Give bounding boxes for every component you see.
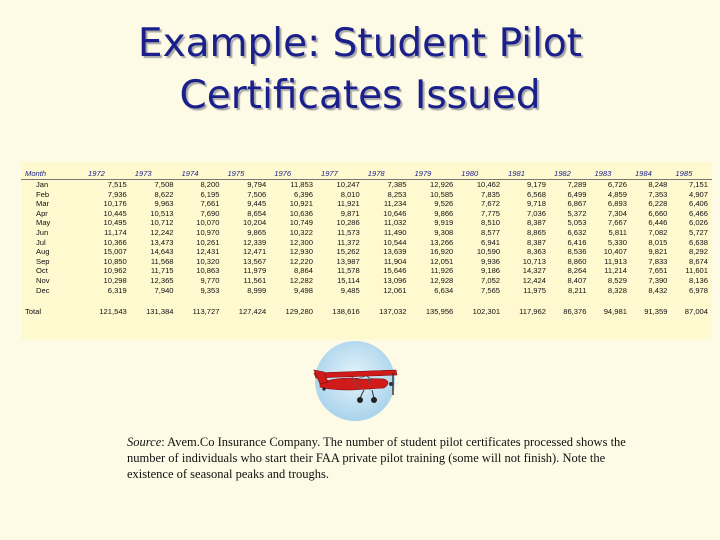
total-cell: 117,962 — [519, 307, 546, 317]
value-cell: 10,513 — [150, 208, 174, 218]
value-cell: 12,282 — [289, 275, 313, 285]
value-cell: 12,220 — [289, 256, 313, 266]
month-cell: Dec — [36, 285, 50, 295]
value-cell: 9,919 — [434, 218, 454, 228]
value-cell: 8,864 — [293, 266, 313, 276]
value-cell: 8,999 — [247, 285, 267, 295]
value-cell: 8,200 — [200, 180, 220, 189]
title-line-2: Certificates Issued — [179, 73, 541, 118]
value-cell: 11,926 — [430, 266, 454, 276]
value-cell: 14,643 — [150, 247, 174, 257]
column-header-year: 1985 — [671, 168, 712, 180]
value-cell: 8,577 — [481, 227, 501, 237]
value-cell: 10,749 — [289, 218, 313, 228]
month-cell: Oct — [36, 266, 48, 276]
value-cell: 8,328 — [607, 285, 627, 295]
month-cell: Nov — [36, 275, 50, 285]
value-cell: 7,565 — [481, 285, 501, 295]
column-header-year: 1980 — [457, 168, 504, 180]
value-cell: 4,859 — [607, 189, 627, 199]
value-cell: 7,082 — [648, 227, 668, 237]
month-cell: Sep — [36, 256, 50, 266]
value-cell: 5,053 — [567, 218, 587, 228]
value-cell: 9,963 — [154, 199, 174, 209]
value-cell: 11,853 — [290, 180, 313, 189]
total-cell: 102,301 — [472, 307, 501, 317]
total-cell: 138,616 — [332, 307, 360, 317]
value-cell: 7,052 — [481, 275, 501, 285]
value-cell: 6,396 — [293, 189, 313, 199]
value-cell: 11,975 — [523, 285, 546, 295]
column-header-year: 1982 — [550, 168, 590, 180]
value-cell: 9,770 — [200, 275, 220, 285]
value-cell: 6,978 — [688, 285, 708, 295]
value-cell: 6,638 — [688, 237, 708, 247]
title-line-1: Example: Student Pilot — [137, 21, 583, 66]
value-cell: 12,300 — [289, 237, 313, 247]
value-cell: 10,261 — [196, 237, 220, 247]
value-cell: 16,920 — [430, 247, 454, 257]
value-cell: 8,536 — [567, 247, 587, 257]
value-cell: 8,363 — [526, 247, 546, 257]
value-cell: 6,466 — [688, 208, 708, 218]
value-cell: 7,385 — [387, 180, 407, 189]
value-cell: 6,867 — [567, 199, 587, 209]
value-cell: 10,298 — [103, 275, 127, 285]
month-cell: Jun — [36, 227, 49, 237]
total-cell: 131,384 — [146, 307, 174, 317]
value-cell: 8,010 — [340, 189, 360, 199]
value-cell: 6,416 — [567, 237, 587, 247]
value-cell: 7,289 — [567, 180, 587, 189]
value-cell: 12,061 — [383, 285, 407, 295]
total-cell: 91,359 — [644, 307, 668, 317]
value-cell: 6,634 — [434, 285, 454, 295]
value-cell: 8,264 — [567, 266, 587, 276]
value-cell: 7,506 — [247, 189, 267, 199]
month-cell: Jan — [36, 180, 49, 189]
total-cell: 127,424 — [238, 307, 267, 317]
value-cell: 13,266 — [430, 237, 454, 247]
value-cell: 8,248 — [648, 180, 668, 189]
value-cell: 13,987 — [336, 256, 360, 266]
column-header-year: 1974 — [178, 168, 224, 180]
value-cell: 5,372 — [567, 208, 587, 218]
value-cell: 9,866 — [434, 208, 454, 218]
value-cell: 10,320 — [196, 256, 220, 266]
total-cell: 137,032 — [379, 307, 407, 317]
value-cell: 6,446 — [648, 218, 668, 228]
value-cell: 12,051 — [430, 256, 454, 266]
value-cell: 8,387 — [526, 237, 546, 247]
value-cell: 8,387 — [526, 218, 546, 228]
value-cell: 11,979 — [243, 266, 267, 276]
value-cell: 11,234 — [383, 199, 407, 209]
value-cell: 8,015 — [648, 237, 668, 247]
month-cell: Feb — [36, 189, 50, 199]
value-cell: 6,941 — [481, 237, 501, 247]
value-cell: 10,544 — [383, 237, 407, 247]
caption-text: : Avem.Co Insurance Company. The number of student pilot certificates processed shows the number of individuals who start their FAA private pilot training (some will not finish). Note the existence of seasonal peaks and troughs. — [127, 435, 626, 481]
value-cell: 7,775 — [481, 208, 501, 218]
value-cell: 8,654 — [247, 208, 267, 218]
column-header-month: Month — [21, 168, 84, 180]
value-cell: 10,863 — [196, 266, 220, 276]
value-cell: 10,713 — [522, 256, 546, 266]
value-cell: 9,794 — [247, 180, 267, 189]
value-cell: 6,228 — [648, 199, 668, 209]
value-cell: 8,865 — [526, 227, 546, 237]
value-cell: 6,195 — [200, 189, 220, 199]
column-header-year: 1983 — [590, 168, 630, 180]
month-cell: Apr — [36, 208, 48, 218]
total-cell: 113,727 — [192, 307, 220, 317]
value-cell: 10,636 — [289, 208, 313, 218]
value-cell: 8,529 — [607, 275, 627, 285]
value-cell: 12,926 — [430, 180, 454, 189]
spacer-row — [21, 295, 712, 307]
month-cell: Jul — [36, 237, 46, 247]
airplane-illustration — [300, 340, 410, 422]
value-cell: 6,660 — [648, 208, 668, 218]
table-row — [21, 286, 712, 296]
value-cell: 10,712 — [150, 218, 174, 228]
value-cell: 11,921 — [337, 199, 360, 209]
value-cell: 5,330 — [607, 237, 627, 247]
table-row — [21, 190, 712, 200]
value-cell: 6,406 — [688, 199, 708, 209]
value-cell: 12,242 — [150, 227, 174, 237]
value-cell: 11,568 — [150, 256, 174, 266]
value-cell: 8,407 — [567, 275, 587, 285]
value-cell: 7,508 — [154, 180, 174, 189]
value-cell: 11,174 — [104, 227, 127, 237]
value-cell: 4,907 — [688, 189, 708, 199]
value-cell: 6,632 — [567, 227, 587, 237]
table-row — [21, 199, 712, 209]
value-cell: 8,211 — [568, 285, 587, 295]
value-cell: 8,136 — [688, 275, 708, 285]
column-header-year: 1973 — [131, 168, 178, 180]
total-cell: 129,280 — [285, 307, 313, 317]
column-header-year: 1978 — [364, 168, 411, 180]
value-cell: 10,070 — [196, 218, 220, 228]
value-cell: 9,353 — [200, 285, 220, 295]
value-cell: 7,835 — [481, 189, 501, 199]
value-cell: 7,661 — [200, 199, 220, 209]
page-title — [0, 18, 720, 122]
column-header-year: 1977 — [317, 168, 364, 180]
value-cell: 8,292 — [688, 247, 708, 257]
source-label: Source — [127, 435, 162, 449]
value-cell: 10,247 — [336, 180, 360, 189]
table-row — [21, 180, 712, 190]
value-cell: 11,573 — [337, 227, 360, 237]
value-cell: 12,365 — [150, 275, 174, 285]
value-cell: 10,176 — [103, 199, 127, 209]
value-cell: 15,262 — [336, 247, 360, 257]
total-label: Total — [25, 307, 42, 317]
value-cell: 13,639 — [383, 247, 407, 257]
value-cell: 7,667 — [607, 218, 627, 228]
total-row — [21, 307, 712, 317]
value-cell: 11,372 — [337, 237, 360, 247]
value-cell: 8,860 — [567, 256, 587, 266]
value-cell: 6,893 — [607, 199, 627, 209]
value-cell: 6,319 — [107, 285, 127, 295]
value-cell: 7,672 — [481, 199, 501, 209]
value-cell: 7,940 — [154, 285, 174, 295]
value-cell: 11,032 — [383, 218, 407, 228]
value-cell: 9,821 — [648, 247, 668, 257]
total-cell: 94,981 — [603, 307, 627, 317]
table-row — [21, 209, 712, 219]
table-row — [21, 257, 712, 267]
column-header-year: 1976 — [270, 168, 317, 180]
value-cell: 6,026 — [688, 218, 708, 228]
value-cell: 10,590 — [476, 247, 501, 257]
column-header-year: 1981 — [504, 168, 550, 180]
table-header-row — [21, 168, 712, 180]
value-cell: 7,036 — [526, 208, 546, 218]
value-cell: 9,936 — [481, 256, 501, 266]
value-cell: 10,204 — [242, 218, 267, 228]
value-cell: 7,304 — [607, 208, 627, 218]
value-cell: 13,473 — [150, 237, 174, 247]
data-table-panel — [21, 162, 712, 340]
month-cell: Mar — [36, 199, 50, 209]
value-cell: 9,718 — [526, 199, 546, 209]
value-cell: 11,715 — [150, 266, 174, 276]
value-cell: 9,865 — [247, 227, 267, 237]
value-cell: 12,339 — [242, 237, 267, 247]
column-header-year: 1979 — [411, 168, 458, 180]
value-cell: 8,622 — [154, 189, 174, 199]
value-cell: 12,471 — [242, 247, 267, 257]
value-cell: 9,186 — [481, 266, 501, 276]
value-cell: 7,151 — [688, 180, 708, 189]
table-row — [21, 266, 712, 276]
table-row — [21, 238, 712, 248]
value-cell: 15,007 — [103, 247, 127, 257]
value-cell: 7,833 — [648, 256, 668, 266]
value-cell: 10,462 — [476, 180, 501, 189]
table-row — [21, 247, 712, 257]
value-cell: 9,498 — [293, 285, 313, 295]
airplane-icon — [300, 340, 410, 422]
value-cell: 10,646 — [383, 208, 407, 218]
value-cell: 12,928 — [430, 275, 454, 285]
value-cell: 8,432 — [648, 285, 668, 295]
value-cell: 7,936 — [107, 189, 127, 199]
value-cell: 10,445 — [103, 208, 127, 218]
table-row — [21, 276, 712, 286]
value-cell: 13,096 — [383, 275, 407, 285]
value-cell: 8,674 — [688, 256, 708, 266]
value-cell: 14,327 — [522, 266, 546, 276]
value-cell: 11,904 — [383, 256, 407, 266]
value-cell: 9,179 — [526, 180, 546, 189]
value-cell: 11,601 — [685, 266, 708, 276]
value-cell: 10,921 — [289, 199, 313, 209]
value-cell: 9,308 — [434, 227, 454, 237]
total-cell: 135,956 — [425, 307, 454, 317]
value-cell: 8,253 — [387, 189, 407, 199]
value-cell: 9,526 — [434, 199, 454, 209]
column-header-year: 1984 — [631, 168, 671, 180]
value-cell: 7,515 — [107, 180, 127, 189]
value-cell: 10,286 — [336, 218, 360, 228]
value-cell: 11,214 — [604, 266, 627, 276]
value-cell: 15,646 — [383, 266, 407, 276]
table-row — [21, 218, 712, 228]
value-cell: 8,510 — [481, 218, 501, 228]
value-cell: 12,424 — [522, 275, 546, 285]
value-cell: 10,322 — [289, 227, 313, 237]
value-cell: 6,726 — [607, 180, 627, 189]
value-cell: 5,727 — [688, 227, 708, 237]
value-cell: 10,366 — [103, 237, 127, 247]
column-header-year: 1975 — [223, 168, 270, 180]
value-cell: 10,585 — [430, 189, 454, 199]
value-cell: 10,962 — [103, 266, 127, 276]
value-cell: 11,490 — [383, 227, 407, 237]
certificates-table — [21, 168, 712, 317]
value-cell: 9,871 — [340, 208, 360, 218]
value-cell: 10,407 — [603, 247, 627, 257]
value-cell: 7,651 — [648, 266, 668, 276]
value-cell: 9,485 — [340, 285, 360, 295]
value-cell: 6,568 — [526, 189, 546, 199]
value-cell: 10,970 — [196, 227, 220, 237]
total-cell: 87,004 — [684, 307, 708, 317]
total-cell: 121,543 — [99, 307, 127, 317]
value-cell: 11,913 — [604, 256, 627, 266]
value-cell: 10,850 — [103, 256, 127, 266]
value-cell: 7,353 — [648, 189, 668, 199]
value-cell: 12,431 — [196, 247, 220, 257]
value-cell: 5,811 — [608, 227, 627, 237]
month-cell: May — [36, 218, 51, 228]
table-row — [21, 228, 712, 238]
month-cell: Aug — [36, 247, 50, 257]
value-cell: 11,578 — [337, 266, 360, 276]
value-cell: 6,499 — [567, 189, 587, 199]
value-cell: 7,390 — [648, 275, 668, 285]
source-caption — [127, 434, 627, 482]
value-cell: 13,567 — [242, 256, 267, 266]
total-cell: 86,376 — [563, 307, 587, 317]
value-cell: 7,690 — [200, 208, 220, 218]
value-cell: 15,114 — [337, 275, 360, 285]
column-header-year: 1972 — [84, 168, 131, 180]
value-cell: 10,495 — [103, 218, 127, 228]
value-cell: 11,561 — [243, 275, 267, 285]
value-cell: 9,445 — [247, 199, 267, 209]
value-cell: 12,930 — [289, 247, 313, 257]
